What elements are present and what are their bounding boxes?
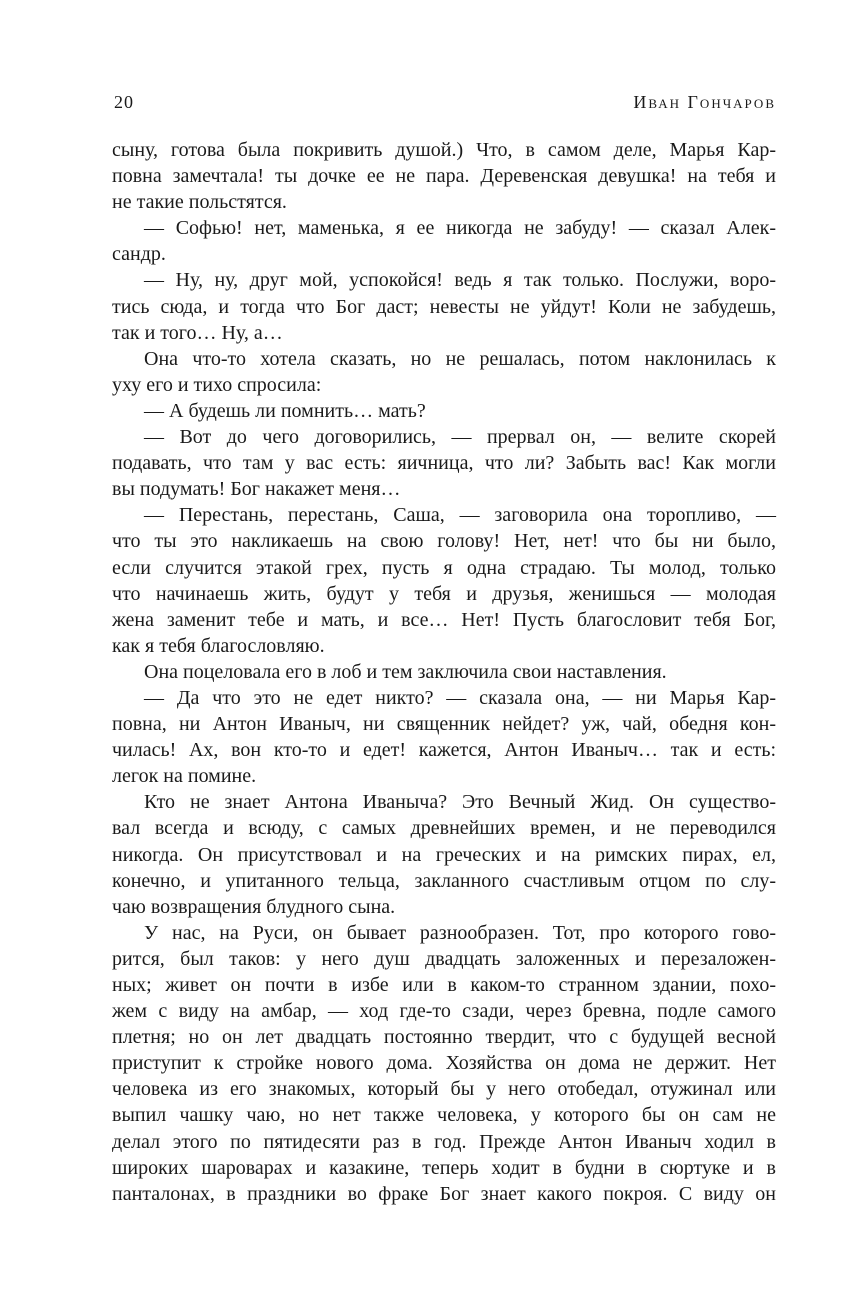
- text-line: как я тебя благословляю.: [112, 634, 325, 657]
- text-line: что начинаешь жить, будут у тебя и друзья, женишься — молодая: [112, 582, 776, 605]
- text-line: выпил чашку чаю, но нет также человека, у которого бы он сам не: [112, 1104, 776, 1127]
- text-line: если случится этакой грех, пусть я одна страдаю. Ты молод, только: [112, 556, 776, 579]
- text-line: рится, был таков: у него душ двадцать заложенных и перезаложен-: [112, 947, 776, 970]
- text-line: не такие польстятся.: [112, 191, 287, 214]
- text-line: — Софью! нет, маменька, я ее никогда не забуду! — сказал Алек-: [144, 217, 776, 240]
- text-line: легок на помине.: [112, 765, 257, 788]
- page-header: [112, 92, 776, 116]
- text-line: — Ну, ну, друг мой, успокойся! ведь я так только. Послужи, воро-: [144, 269, 776, 292]
- text-line: Кто не знает Антона Иваныча? Это Вечный Жид. Он существо-: [144, 791, 776, 814]
- text-line: чилась! Ах, вон кто-то и едет! кажется, Антон Иваныч… так и есть:: [112, 739, 776, 762]
- page-number: 20: [114, 92, 134, 112]
- text-line: приступит к стройке нового дома. Хозяйства он дома не держит. Нет: [112, 1052, 776, 1075]
- text-line: человека из его знакомых, который бы у него отобедал, отужинал или: [112, 1078, 776, 1101]
- text-line: повна, ни Антон Иваныч, ни священник нейдет? уж, чай, обедня кон-: [112, 713, 776, 736]
- text-line: панталонах, в праздники во фраке Бог знает какого покроя. С виду он: [112, 1182, 776, 1205]
- text-line: У нас, на Руси, он бывает разнообразен. Тот, про которого гово-: [144, 921, 776, 944]
- text-line: Она что-то хотела сказать, но не решалась, потом наклонилась к: [144, 347, 776, 370]
- text-line: жена заменит тебе и мать, и все… Нет! Пусть благословит тебя Бог,: [112, 608, 776, 631]
- text-line: плетня; но он лет двадцать постоянно твердит, что с будущей весной: [112, 1026, 776, 1049]
- text-line: — Да что это не едет никто? — сказала она, — ни Марья Кар-: [144, 686, 776, 709]
- text-line: подавать, что там у вас есть: яичница, что ли? Забыть вас! Как могли: [112, 452, 776, 475]
- text-line: конечно, и упитанного тельца, закланного счастливым отцом по слу-: [112, 869, 776, 892]
- text-line: вы подумать! Бог накажет меня…: [112, 478, 401, 501]
- text-line: что ты это накликаешь на свою голову! Нет, нет! что бы ни было,: [112, 530, 776, 553]
- text-line: — А будешь ли помнить… мать?: [144, 399, 426, 422]
- text-line: жем с виду на амбар, — ход где-то сзади, через бревна, подле самого: [112, 1000, 776, 1023]
- text-line: никогда. Он присутствовал и на греческих и на римских пирах, ел,: [112, 843, 776, 866]
- text-line: уху его и тихо спросила:: [112, 373, 322, 396]
- text-line: сандр.: [112, 243, 166, 266]
- text-line: — Вот до чего договорились, — прервал он, — велите скорей: [144, 426, 776, 449]
- text-line: тись сюда, и тогда что Бог даст; невесты не уйдут! Коли не забудешь,: [112, 295, 776, 318]
- text-line: так и того… Ну, а…: [112, 321, 283, 344]
- body-text: [112, 137, 776, 1207]
- text-line: вал всегда и всюду, с самых древнейших времен, и не переводился: [112, 817, 776, 840]
- text-line: повна замечтала! ты дочке ее не пара. Деревенская девушка! на тебя и: [112, 165, 776, 188]
- text-line: широких шароварах и казакине, теперь ходит в будни в сюртуке и в: [112, 1156, 776, 1179]
- text-line: сыну, готова была покривить душой.) Что, в самом деле, Марья Кар-: [112, 139, 776, 161]
- text-line: делал этого по пятидесяти раз в год. Прежде Антон Иваныч ходил в: [112, 1130, 776, 1153]
- running-head: Иван Гончаров: [633, 92, 776, 112]
- text-line: ных; живет он почти в избе или в каком-то странном здании, похо-: [112, 974, 776, 996]
- text-line: чаю возвращения блудного сына.: [112, 895, 396, 918]
- text-line: Она поцеловала его в лоб и тем заключила свои наставления.: [144, 660, 667, 683]
- text-line: — Перестань, перестань, Саша, — заговорила она торопливо, —: [144, 504, 776, 527]
